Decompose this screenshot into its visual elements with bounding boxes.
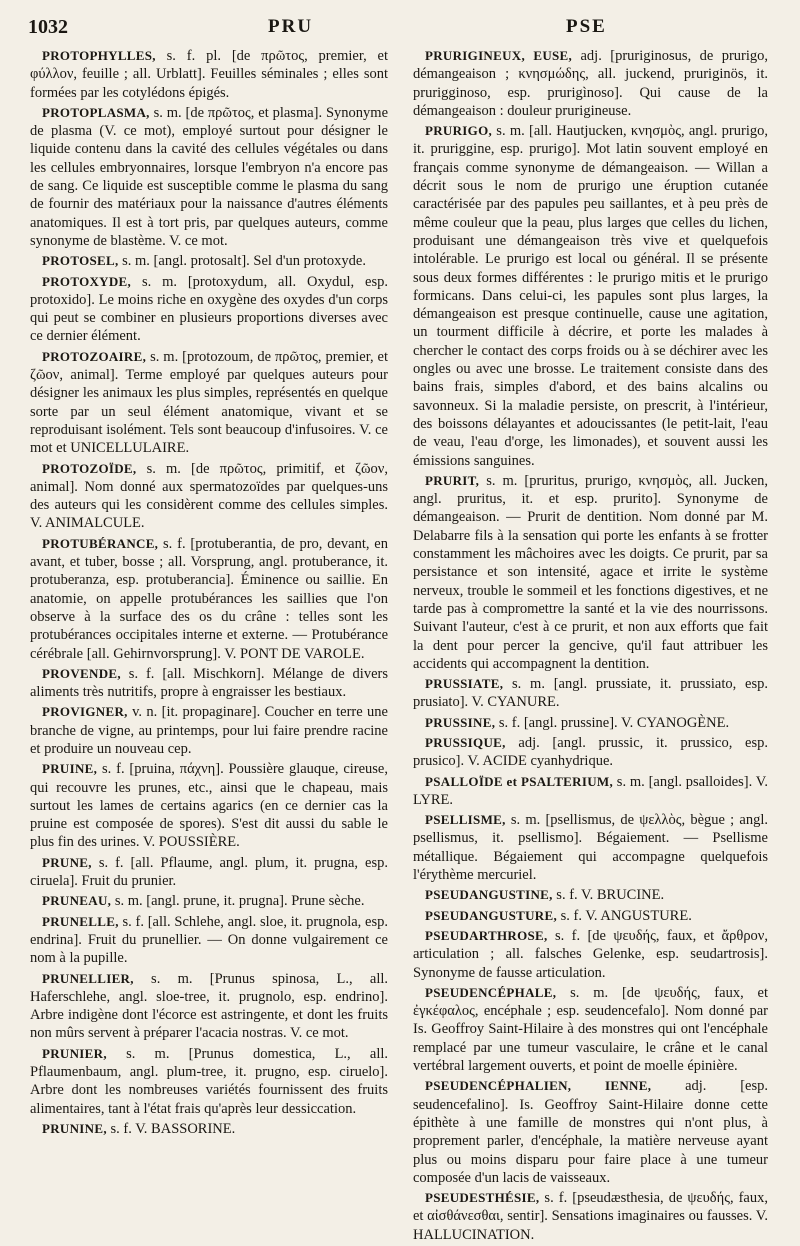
- entry-definition: s. m. [Prunus domestica, L., all. Pflaumenbaum, angl. plum-tree, it. prugno, esp. ciruelo]. Arbre dont les nombreuses variétés fournissent des fruits alimentaires, tant à l'état frais qu'après leur dessiccation.: [30, 1045, 388, 1117]
- entry-definition: adj. [angl. prussic, it. prussico, esp. prusico]. V. ACIDE cyanhydrique.: [413, 734, 768, 770]
- right-running-head: PSE: [566, 16, 607, 37]
- page-number: 1032: [28, 16, 68, 38]
- entry-definition: s. m. [de πρῶτος, primitif, et ζῶον, animal]. Nom donné aux spermatozoïdes par quelques-uns des auteurs qui les considèrent comme des cellules simples. V. ANIMALCULE.: [30, 460, 388, 532]
- left-column: [30, 47, 388, 1140]
- entry-headword: PRUSSIQUE,: [425, 734, 506, 750]
- dictionary-entry: [30, 460, 388, 533]
- entry-definition: s. f. V. ANGUSTURE.: [557, 907, 692, 924]
- entry-definition: s. f. [all. Schlehe, angl. sloe, it. prugnola, esp. endrina]. Fruit du prunellier. — On donne vulgairement ce nom à la pupille.: [30, 913, 388, 967]
- entry-definition: s. m. [de ψευδής, faux, et ἐγκέφαλος, encéphale ; esp. seudencefalo]. Nom donné par Is. Geoffroy Saint-Hilaire à des monstres qui ont l'encéphale remplacé par une tumeur vasculaire, le crâne et le canal vertébral largement ouverts, et point de moelle épinière.: [413, 984, 768, 1075]
- entry-headword: PRUINE,: [42, 761, 98, 777]
- dictionary-entry: [413, 886, 768, 904]
- dictionary-entry: [30, 47, 388, 102]
- entry-headword: PRUSSIATE,: [425, 676, 504, 692]
- entry-definition: adj. [esp. seudencefalino]. Is. Geoffroy Saint-Hilaire donne cette épithète à une famille de monstres qui n'ont plus, à proprement parler, d'encéphale, la matière nerveuse ayant plus ou moins disparu pour faire place à une tumeur composée d'un lacis de vaisseaux.: [413, 1078, 769, 1186]
- dictionary-entry: [30, 970, 388, 1043]
- entry-headword: PROTOZOÏDE,: [42, 460, 137, 476]
- entry-definition: s. f. [pruina, πάχνη]. Poussière glauque, cireuse, qui recouvre les prunes, etc., ainsi que le chapeau, mais surtout les lames de certains agarics (en ce dernier cas la pruine est composée de spores). S'est dit aussi du sable le plus fin des urines. V. POUSSIÈRE.: [30, 761, 388, 851]
- dictionary-entry: [413, 1077, 768, 1187]
- dictionary-entry: [30, 892, 388, 910]
- entry-definition: s. f. [de ψευδής, faux, et ἄρθρον, articulation ; all. falsches Gelenke, esp. seudartrosis]. Synonyme de fausse articulation.: [413, 927, 768, 981]
- entry-headword: PRUNINE,: [42, 1120, 107, 1136]
- entry-headword: PROTOXYDE,: [42, 273, 132, 289]
- entry-definition: s. f. pl. [de πρῶτος, premier, et φύλλον, feuille ; all. Urblatt]. Feuilles séminales ; elles sont formées par les cotylédons épigés.: [30, 48, 388, 101]
- entry-headword: PRUNIER,: [42, 1045, 107, 1061]
- entry-headword: PRUNEAU,: [42, 893, 112, 909]
- entry-headword: PROVIGNER,: [42, 704, 128, 720]
- dictionary-entry: [413, 773, 768, 810]
- entry-headword: PRURIT,: [425, 472, 480, 488]
- entry-headword: PROTOPHYLLES,: [42, 48, 156, 63]
- entry-definition: s. m. [psellismus, de ψελλὸς, bègue ; angl. psellismus, it. psellismo]. Bégaiement. — Psellisme métallique. Bégaiement qui accompagne quelquefois l'érythème mercuriel.: [413, 812, 768, 884]
- dictionary-entry: [413, 811, 768, 884]
- dictionary-entry: [30, 665, 388, 702]
- dictionary-entry: [413, 734, 768, 771]
- entry-headword: PROTOZOAIRE,: [42, 348, 147, 364]
- entry-definition: s. m. [all. Hautjucken, κνησμὸς, angl. prurigo, it. pruriggine, esp. prurigo]. Mot latin souvent employé en français comme synonyme de démangeaison. — Willan a décrit sous le nom de prurigo une éruption cutanée caractérisée par des papules peu saillantes, et à peu près de même couleur que la peau, plus larges que celles du lichen, produisant une démangeaison très vive et quelquefois intolérable. Le prurigo est local ou général. Il se présente sous deux formes différentes : le prurigo mitis et le prurigo formicans. Dans celui-ci, les papules sont plus larges, la démangeaison est presque continuelle, cause une agitation, un tourment difficile à décrire, et porte les malades à chercher le contact des corps froids ou à se déchirer avec les ongles ou avec une brosse. Le traitement consiste dans des bains frais, simples d'abord, et des bains alcalins ou savonneux. Si la maladie persiste, on prescrit, à l'intérieur, des boissons délayantes et adoucissantes (le petit-lait, l'eau de veau, l'eau d'orge, les limonades), et souvent aussi les émissions sanguines.: [413, 123, 768, 469]
- dictionary-entry: [413, 675, 768, 712]
- entry-headword: PROTOSEL,: [42, 253, 119, 269]
- right-column: [413, 47, 768, 1246]
- entry-headword: PSEUDANGUSTURE,: [425, 907, 557, 923]
- dictionary-entry: [30, 1120, 388, 1138]
- dictionary-entry: [413, 984, 768, 1075]
- entry-definition: s. m. [angl. prussiate, it. prussiato, esp. prusiato]. V. CYANURE.: [413, 676, 768, 711]
- entry-definition: s. f. [protuberantia, de pro, devant, en avant, et tuber, bosse ; all. Vorsprung, angl. protuberance, it. protuberanza, esp. protuberancia]. Éminence ou saillie. En anatomie, on appelle protubérances les saillies que l'on observe à la surface des os du crâne : telles sont les protubérances occipitales interne et externe. — Protubérance cérébrale [all. Gehirnvorsprung]. V. PONT DE VAROLE.: [30, 535, 388, 662]
- entry-headword: PROVENDE,: [42, 665, 121, 681]
- entry-headword: PRUSSINE,: [425, 714, 496, 730]
- entry-headword: PROTOPLASMA,: [42, 104, 150, 120]
- entry-definition: s. m. [angl. prune, it. prugna]. Prune sèche.: [111, 893, 365, 910]
- dictionary-entry: [30, 348, 388, 458]
- entry-definition: adj. [pruriginosus, de prurigo, démangeaison ; κνησμώδης, all. juckend, pruriginös, it. prurigginoso, esp. prurigìnoso]. Qui cause de la démangeaison : douleur prurigineuse.: [413, 48, 769, 119]
- dictionary-entry: [413, 122, 768, 470]
- dictionary-entry: [413, 47, 768, 120]
- dictionary-entry: [30, 535, 388, 663]
- left-running-head: PRU: [268, 16, 314, 37]
- entry-headword: PROTUBÉRANCE,: [42, 535, 159, 551]
- entry-headword: PSEUDARTHROSE,: [425, 927, 548, 943]
- entry-definition: s. m. [de πρῶτος, et plasma]. Synonyme de plasma (V. ce mot), employé surtout pour désigner le liquide contenu dans la cavité des cellules végétales ou dans les cellules embryonnaires, lorsque l'embryon n'a encore pas de sang. Ce liquide est susceptible comme le plasma du sang de fournir des matériaux pour la naissance d'autres éléments anatomiques. Il est à tort pris, par quelques auteurs, comme synonyme de blastème. V. ce mot.: [30, 104, 388, 249]
- entry-headword: PRUNELLE,: [42, 913, 119, 929]
- entry-headword: PSELLISME,: [425, 812, 506, 828]
- entry-headword: PSEUDENCÉPHALIEN, IENNE,: [425, 1078, 652, 1094]
- dictionary-entry: [413, 1189, 768, 1244]
- dictionary-entry: [413, 472, 768, 673]
- entry-definition: s. f. [pseudæsthesia, de ψευδής, faux, et αἰσθάνεσθαι, sentir]. Sensations imaginaires ou fausses. V. HALLUCINATION.: [413, 1190, 768, 1243]
- entry-definition: s. m. [Prunus spinosa, L., all. Haferschlehe, angl. sloe-tree, it. prugnolo, esp. endrino]. Arbre indigène dont l'écorce est astringente, et dont les fruits non mûrs servent à préparer l'acacia nostras. V. ce mot.: [30, 970, 388, 1042]
- dictionary-entry: [30, 104, 388, 250]
- entry-definition: s. f. [all. Pflaume, angl. plum, it. prugna, esp. ciruela]. Fruit du prunier.: [30, 854, 388, 890]
- entry-definition: s. f. [angl. prussine]. V. CYANOGÈNE.: [495, 714, 730, 731]
- entry-definition: s. m. [pruritus, prurigo, κνησμὸς, all. Jucken, angl. pruritus, it. et esp. prurito]. Synonyme de démangeaison. — Prurit de dentition. Nom donné par M. Delabarre fils à la sensation qui porte les enfants à se frotter constamment les mâchoires avec les doigts. Ce prurit, par sa persistance et son intensité, agace et irrite le système nerveux, trouble le sommeil et les fonctions digestives, et ne tarde pas à compromettre la santé et la vie des nourrissons. Suivant l'auteur, c'est à ce prurit, et non aux efforts que fait la dent pour percer la gencive, qu'il faut attribuer les accidents qui accompagnent la dentition.: [413, 472, 768, 672]
- entry-definition: s. f. [all. Mischkorn]. Mélange de divers aliments très nutritifs, propre à engraisser les bestiaux.: [30, 665, 388, 701]
- dictionary-entry: [413, 714, 768, 732]
- dictionary-entry: [30, 854, 388, 891]
- entry-definition: v. n. [it. propaginare]. Coucher en terre une branche de vigne, au printemps, pour lui faire prendre racine et produire un nouveau cep.: [30, 704, 388, 757]
- dictionary-entry: [413, 927, 768, 982]
- dictionary-entry: [30, 913, 388, 968]
- entry-definition: s. m. [protozoum, de πρῶτος, premier, et ζῶον, animal]. Terme employé par quelques auteurs pour désigner les animaux les plus simples, représentés en quelque sorte par un seul élément anatomique, vivant et se reproduisant isolément. Tels sont beaucoup d'infusoires. V. ce mot et UNICELLULAIRE.: [30, 348, 388, 457]
- dictionary-entry: [413, 907, 768, 925]
- dictionary-entry: [30, 703, 388, 758]
- entry-headword: PSEUDENCÉPHALE,: [425, 984, 557, 1000]
- entry-headword: PSEUDANGUSTINE,: [425, 887, 553, 903]
- entry-definition: s. f. V. BRUCINE.: [552, 887, 665, 904]
- entry-definition: s. f. V. BASSORINE.: [106, 1120, 236, 1137]
- entry-definition: s. m. [protoxydum, all. Oxydul, esp. protoxido]. Le moins riche en oxygène des oxydes d'un corps qui peut se combiner en plusieurs proportions diverses avec ce dernier élément.: [30, 273, 388, 345]
- dictionary-entry: [30, 273, 388, 346]
- dictionary-entry: [30, 760, 388, 851]
- dictionary-entry: [30, 1045, 388, 1118]
- entry-definition: s. m. [angl. protosalt]. Sel d'un protoxyde.: [118, 253, 366, 270]
- dictionary-entry: [30, 252, 388, 270]
- entry-headword: PRUNE,: [42, 854, 92, 870]
- entry-headword: PSEUDESTHÉSIE,: [425, 1190, 540, 1206]
- entry-headword: PRUNELLIER,: [42, 970, 134, 986]
- entry-headword: PRURIGINEUX, EUSE,: [425, 48, 573, 63]
- entry-headword: PSALLOÏDE et PSALTERIUM,: [425, 773, 614, 789]
- entry-headword: PRURIGO,: [425, 123, 493, 139]
- entry-definition: s. m. [angl. psalloides]. V. LYRE.: [413, 773, 768, 808]
